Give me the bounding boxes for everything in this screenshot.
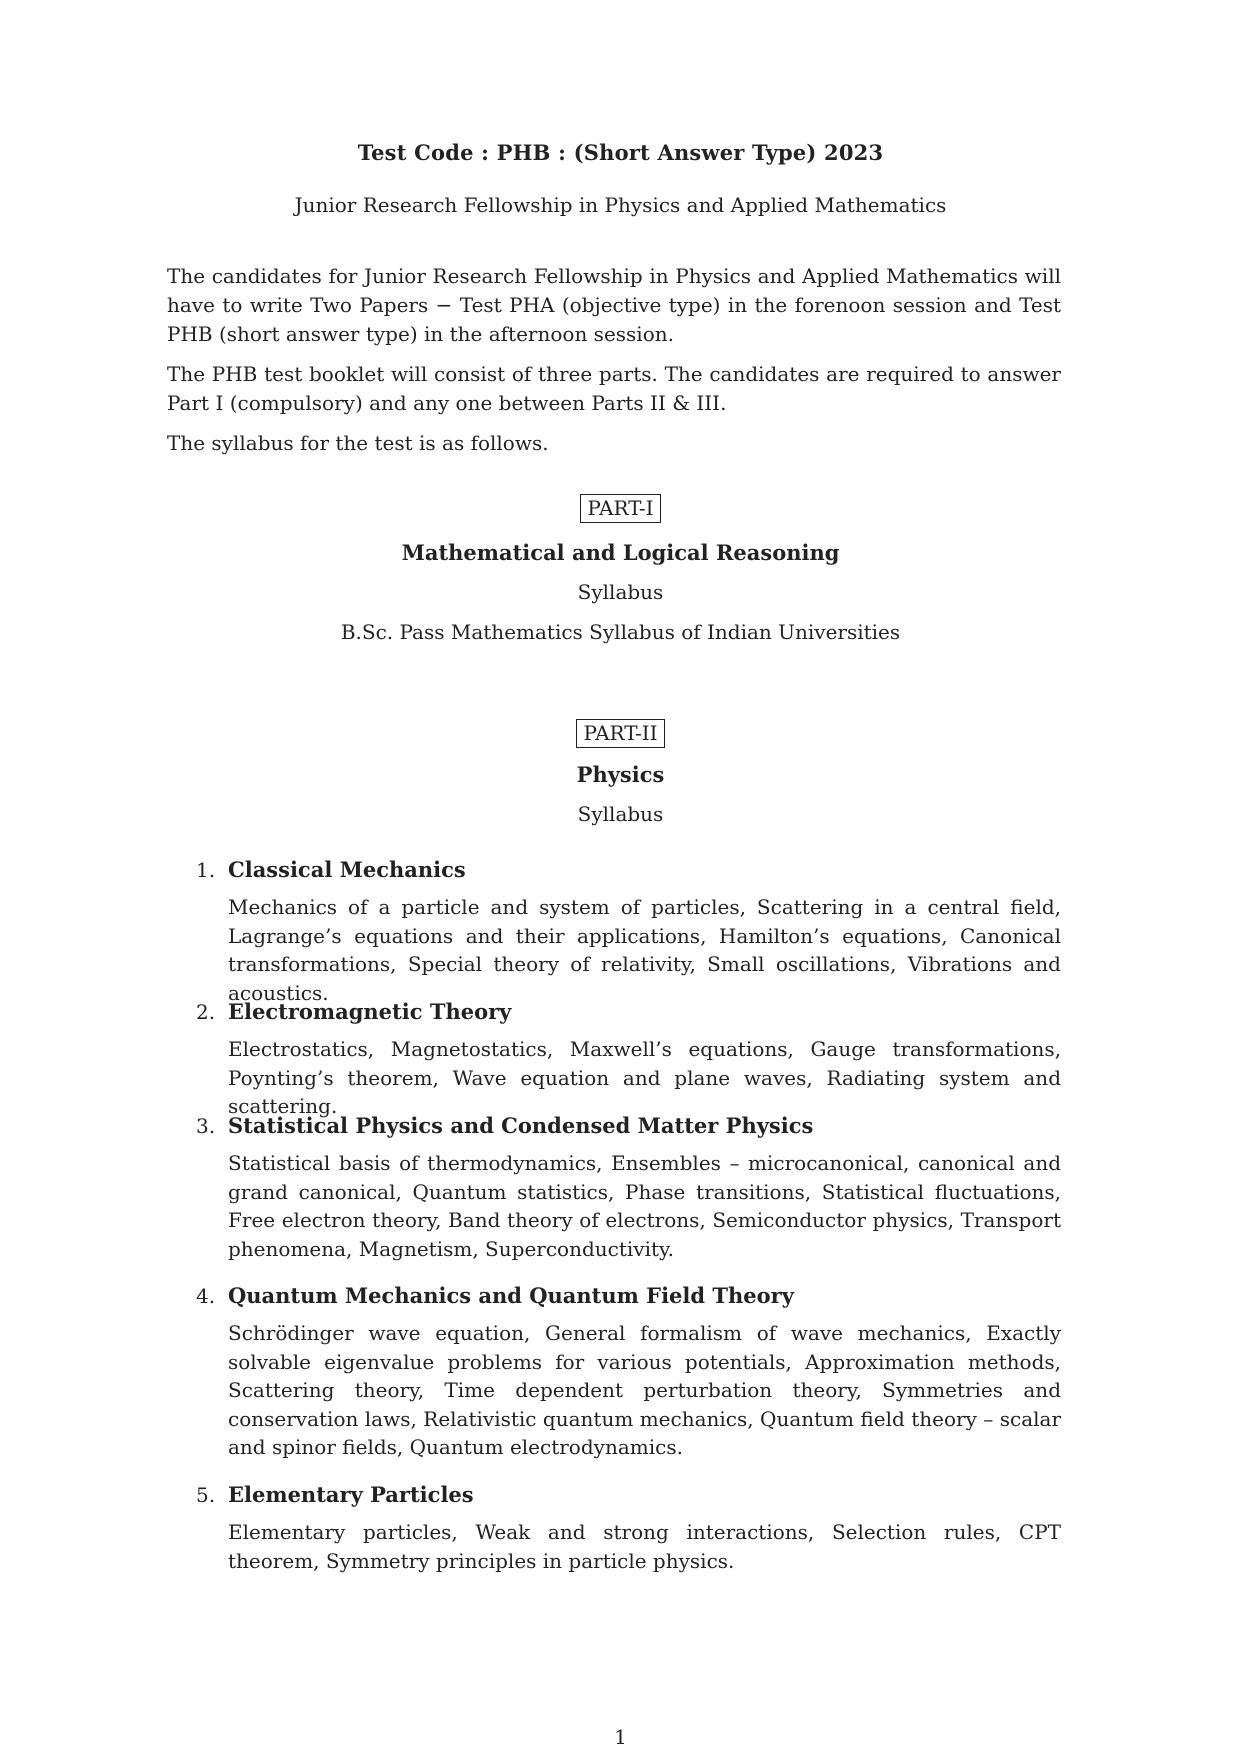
part2-label-container — [0, 719, 1241, 748]
topic-number: 1. — [196, 858, 216, 882]
part1-label-container — [0, 494, 1241, 523]
page-subtitle: Junior Research Fellowship in Physics and Applied Mathematics — [294, 193, 947, 217]
topic-title: Statistical Physics and Condensed Matter Physics — [228, 1113, 814, 1138]
part1-label: PART-I — [580, 494, 660, 523]
topic-body: Schrödinger wave equation, General formalism of wave mechanics, Exactly solvable eigenvalue problems for various potentials, Approximation methods, Scattering theory, Time dependent perturbation theory, Symmetries and conservation laws, Relativistic quantum mechanics, Quantum field theory – scalar and spinor fields, Quantum electrodynamics. — [228, 1321, 1061, 1459]
topic-header — [196, 1281, 1061, 1311]
topic-number: 4. — [196, 1284, 216, 1308]
topic-number: 3. — [196, 1114, 216, 1138]
topic-item — [196, 997, 1061, 1121]
part1-heading: Mathematical and Logical Reasoning — [401, 540, 840, 565]
topic-item — [196, 1480, 1061, 1575]
topic-header — [196, 997, 1061, 1027]
topic-header — [196, 855, 1061, 885]
intro-paragraph-2: The PHB test booklet will consist of three parts. The candidates are required to answer Part I (compulsory) and any one between Parts II & III. — [167, 362, 1061, 415]
topic-body: Elementary particles, Weak and strong interactions, Selection rules, CPT theorem, Symmetry principles in particle physics. — [228, 1520, 1061, 1573]
topic-number: 5. — [196, 1483, 216, 1507]
intro-paragraph-1: The candidates for Junior Research Fellowship in Physics and Applied Mathematics will have to write Two Papers − Test PHA (objective type) in the forenoon session and Test PHB (short answer type) in the afternoon session. — [167, 264, 1061, 346]
part1-description: B.Sc. Pass Mathematics Syllabus of Indian Universities — [340, 620, 901, 644]
topic-title: Quantum Mechanics and Quantum Field Theory — [228, 1283, 794, 1308]
topic-body: Mechanics of a particle and system of particles, Scattering in a central field, Lagrange’s equations and their applications, Hamilton’s equations, Canonical transformations, Special theory of relativity, Small oscillations, Vibrations and acoustics. — [228, 895, 1061, 1005]
topic-body: Statistical basis of thermodynamics, Ensembles – microcanonical, canonical and grand canonical, Quantum statistics, Phase transitions, Statistical fluctuations, Free electron theory, Band theory of electrons, Semiconductor physics, Transport phenomena, Magnetism, Superconductivity. — [228, 1151, 1061, 1261]
page-title: Test Code : PHB : (Short Answer Type) 2023 — [357, 140, 884, 165]
part2-syllabus-label: Syllabus — [577, 802, 664, 826]
topic-title: Electromagnetic Theory — [228, 999, 512, 1024]
topic-header — [196, 1480, 1061, 1510]
part2-label: PART-II — [576, 719, 664, 748]
topic-header — [196, 1111, 1061, 1141]
topic-number: 2. — [196, 1000, 216, 1024]
intro-paragraph-3: The syllabus for the test is as follows. — [167, 431, 549, 455]
topic-title: Classical Mechanics — [228, 857, 466, 882]
part1-syllabus-label: Syllabus — [577, 580, 664, 604]
topic-title: Elementary Particles — [228, 1482, 474, 1507]
part2-heading: Physics — [576, 762, 665, 787]
topic-item — [196, 1111, 1061, 1263]
page-number: 1 — [614, 1725, 627, 1749]
topic-body: Electrostatics, Magnetostatics, Maxwell’s equations, Gauge transformations, Poynting’s theorem, Wave equation and plane waves, Radiating system and scattering. — [228, 1037, 1061, 1118]
topic-item — [196, 1281, 1061, 1462]
topic-item — [196, 855, 1061, 1007]
